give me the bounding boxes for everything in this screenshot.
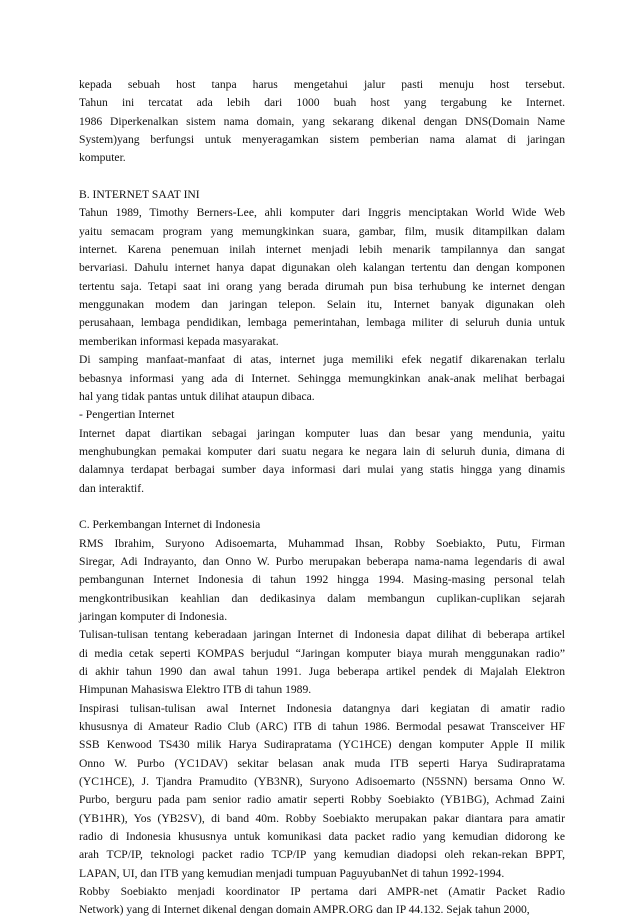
paragraph (79, 516, 565, 920)
text-line: menggunakan modem dan jaringan telepon. Selain itu, Internet banyak digunakan oleh (79, 298, 565, 312)
text-line: kepada sebuah host tanpa harus mengetahui jalur pasti menuju host tersebut. (79, 78, 565, 91)
paragraph-gap (79, 168, 565, 186)
text-line: Network) yang di Internet dikenal dengan domain AMPR.ORG dan IP 44.132. Sejak tahun 2000, (79, 903, 530, 917)
paragraph (79, 186, 565, 498)
text-line: bervariasi. Dahulu internet hanya dapat digunakan oleh kalangan tertentu dan dengan komponen (79, 261, 565, 275)
text-line: khususnya di Amateur Radio Club (ARC) ITB di tahun 1986. Bermodal pesawat Transceiver HF (79, 720, 565, 734)
text-line: dalamnya terdapat berbagai sumber daya informasi dari mulai yang statis hingga yang dinamis (79, 463, 565, 477)
text-line: Robby Soebiakto menjadi koordinator IP pertama dari AMPR-net (Amatir Packet Radio (79, 885, 565, 899)
text-line: pembangunan Internet Indonesia di tahun 1992 hingga 1994. Masing-masing personal telah (79, 573, 565, 587)
text-line: (YB1HR), Yos (YB2SV), di band 40m. Robby Soebiakto merupakan pakar diantara para amatir (79, 811, 565, 825)
text-line: tertentu saja. Tetapi saat ini orang yang berada dirumah pun bisa terhubung ke internet dengan (79, 279, 565, 293)
text-line: - Pengertian Internet (79, 408, 175, 422)
text-line: Onno W. Purbo (YC1DAV) sekitar belasan anak muda ITB seperti Harya Sudirapratama (79, 756, 565, 770)
text-line: Tulisan-tulisan tentang keberadaan jaringan Internet di Indonesia dapat dilihat di beberapa artikel (79, 628, 565, 642)
text-line: B. INTERNET SAAT INI (79, 188, 200, 202)
text-line: System)yang berfungsi untuk menyeragamkan sistem pemberian nama alamat di jaringan (79, 133, 565, 147)
text-line: jaringan komputer di Indonesia. (79, 609, 228, 623)
text-line: SSB Kenwood TS430 milik Harya Sudirapratama (YC1HCE) dengan komputer Apple II milik (79, 738, 565, 752)
paragraph (79, 76, 565, 168)
text-line: bebasnya informasi yang ada di Internet. Sehingga memungkinkan anak-anak melihat berbagai (79, 371, 565, 385)
text-line: RMS Ibrahim, Suryono Adisoemarta, Muhammad Ihsan, Robby Soebiakto, Putu, Firman (79, 536, 565, 550)
text-line: LAPAN, UI, dan ITB yang kemudian menjadi tumpuan PaguyubanNet di tahun 1992-1994. (79, 866, 505, 880)
text-line: Himpunan Mahasiswa Elektro ITB di tahun 1989. (79, 683, 312, 697)
text-line: Purbo, berguru pada pam senior radio amatir seperti Robby Soebiakto (YB1BG), Achmad Zaini (79, 793, 565, 807)
paragraph-gap (79, 498, 565, 516)
text-line: komputer. (79, 151, 126, 165)
text-line: C. Perkembangan Internet di Indonesia (79, 518, 261, 532)
text-line: (YC1HCE), J. Tjandra Pramudito (YB3NR), Suryono Adisoemarto (N5SNN) bersama Onno W. (79, 775, 565, 789)
text-line: dan interaktif. (79, 481, 145, 495)
text-line: menghubungkan pemakai komputer dari suatu negara ke negara lain di seluruh dunia, dimana di (79, 444, 565, 458)
text-line: 1986 Diperkenalkan sistem nama domain, yang sekarang dikenal dengan DNS(Domain Name (79, 114, 565, 128)
text-line: di media cetak seperti KOMPAS berjudul “Jaringan komputer biaya murah menggunakan radio” (79, 646, 565, 660)
text-line: radio di Indonesia khususnya untuk komunikasi data packet radio yang kemudian didorong ke (79, 830, 565, 844)
text-line: yaitu semacam program yang memungkinkan suara, gambar, film, musik ditampilkan dalam (79, 224, 565, 238)
text-line: arah TCP/IP, teknologi packet radio TCP/IP yang kemudian diadopsi oleh rekan-rekan BPPT, (79, 848, 565, 862)
text-line: Siregar, Adi Indrayanto, dan Onno W. Purbo merupakan beberapa nama-nama legendaris di awal (79, 554, 565, 568)
text-line: hal yang tidak pantas untuk dilihat ataupun dibaca. (79, 389, 315, 403)
text-line: Tahun ini tercatat ada lebih dari 1000 buah host yang tergabung ke Internet. (79, 96, 565, 110)
document-body (79, 76, 565, 920)
text-line: di akhir tahun 1990 dan awal tahun 1991. Juga beberapa artikel pendek di Majalah Elektron (79, 665, 565, 678)
text-line: perusahaan, lembaga pendidikan, lembaga pemerintahan, lembaga militer di seluruh dunia untuk (79, 316, 565, 330)
text-line: Inspirasi tulisan-tulisan awal Internet Indonesia datangnya dari kegiatan di amatir radio (79, 701, 565, 715)
text-line: Tahun 1989, Timothy Berners-Lee, ahli komputer dari Inggris menciptakan World Wide Web (79, 206, 565, 220)
text-line: internet. Karena penemuan inilah internet menjadi lebih menarik tampilannya dan sangat (79, 243, 565, 257)
text-line: mengkontribusikan keahlian dan dedikasinya dalam membangun cuplikan-cuplikan sejarah (79, 591, 565, 605)
text-line: Internet dapat diartikan sebagai jaringan komputer luas dan besar yang mendunia, yaitu (79, 426, 565, 440)
text-line: memberikan informasi kepada masyarakat. (79, 334, 279, 348)
text-line: Di samping manfaat-manfaat di atas, internet juga memiliki efek negatif dikarenakan terlalu (79, 353, 565, 367)
